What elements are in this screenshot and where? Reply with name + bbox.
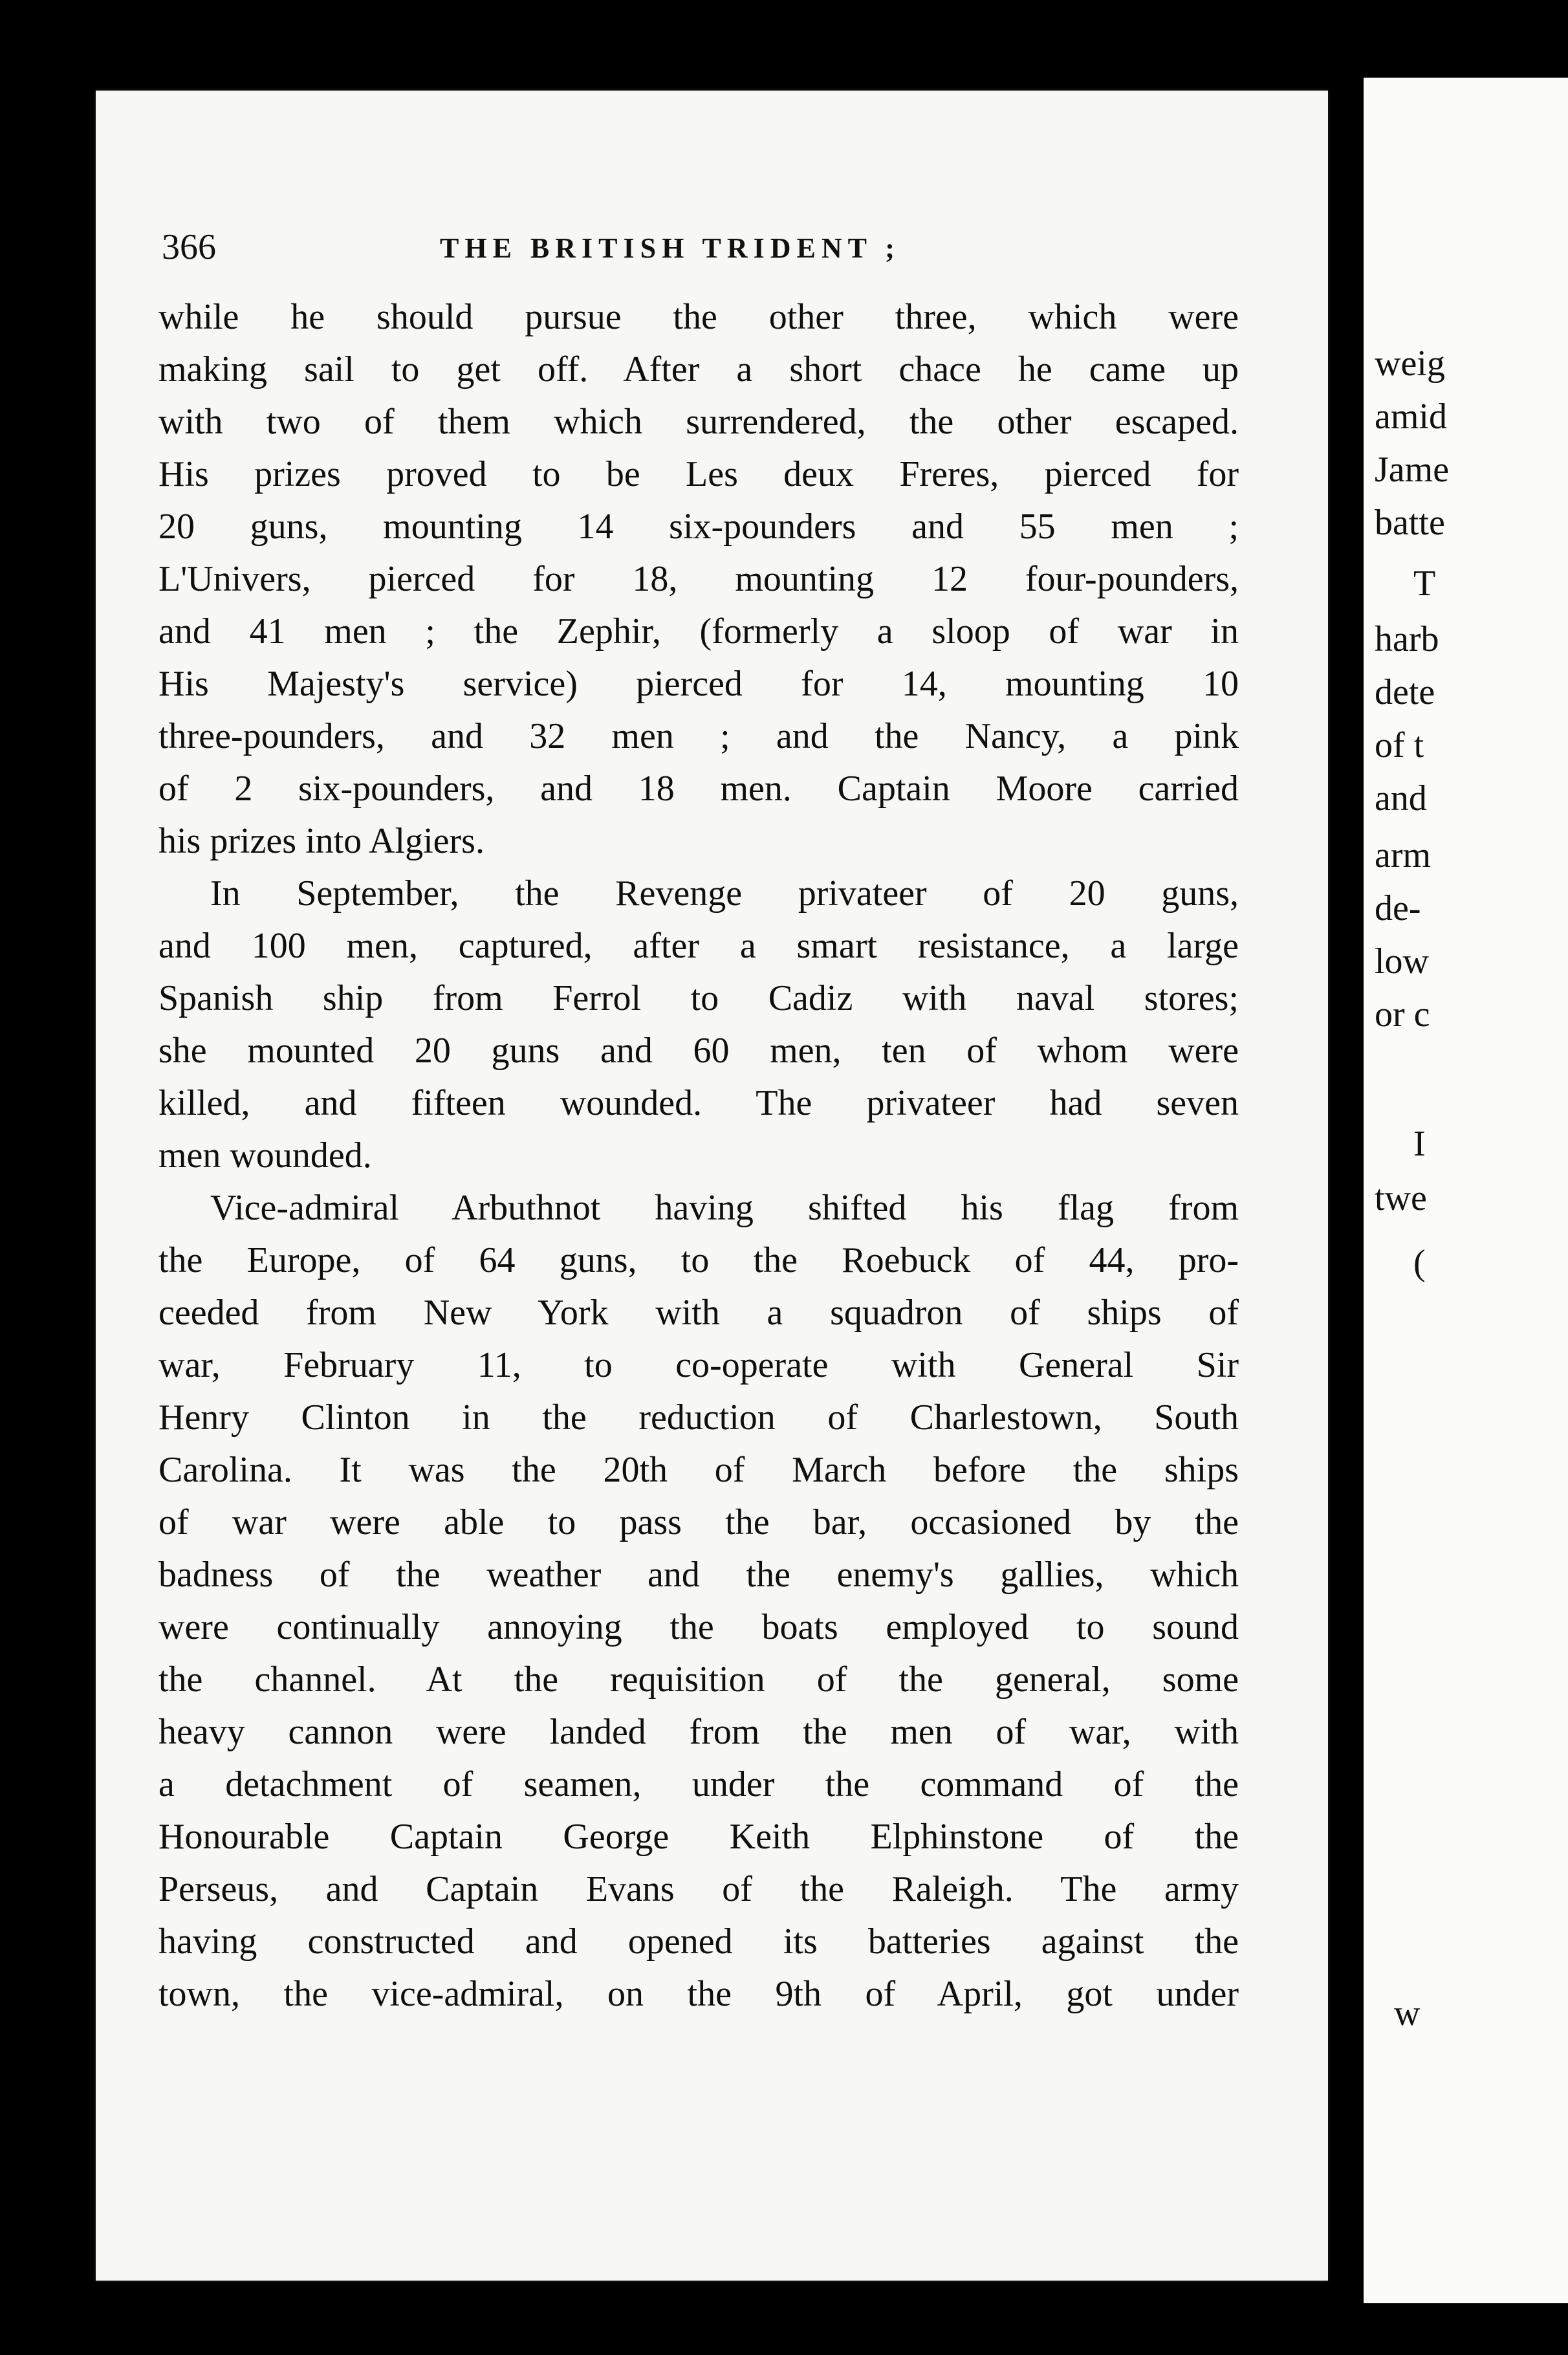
text-line: Perseus, and Captain Evans of the Raleigh. The army	[158, 1869, 1239, 1909]
text-line: L'Univers, pierced for 18, mounting 12 four-pounders,	[158, 559, 1239, 599]
right-page-fragment: twe	[1375, 1178, 1427, 1218]
page-number: 366	[162, 227, 216, 267]
right-page-fragment: and	[1375, 778, 1427, 818]
text-line: his prizes into Algiers.	[158, 821, 485, 861]
text-line: while he should pursue the other three, which were	[158, 297, 1239, 337]
text-line: were continually annoying the boats employed to sound	[158, 1607, 1239, 1647]
text-line: of 2 six-pounders, and 18 men. Captain Moore carried	[158, 769, 1239, 809]
spine-gutter	[1333, 0, 1364, 2355]
right-page-fragment: T	[1413, 564, 1436, 604]
text-line: men wounded.	[158, 1135, 372, 1176]
right-page-fragment: de-	[1375, 888, 1421, 928]
text-line: Henry Clinton in the reduction of Charlestown, South	[158, 1397, 1239, 1438]
text-line: town, the vice-admiral, on the 9th of April, got under	[158, 1974, 1239, 2014]
right-page-fragment: arm	[1375, 835, 1432, 875]
text-line: of war were able to pass the bar, occasioned by the	[158, 1502, 1239, 1542]
text-line: badness of the weather and the enemy's gallies, which	[158, 1555, 1239, 1595]
text-line: Vice-admiral Arbuthnot having shifted his flag from	[210, 1188, 1239, 1228]
text-line: having constructed and opened its batteries against the	[158, 1922, 1239, 1962]
text-line: and 41 men ; the Zephir, (formerly a sloop of war in	[158, 611, 1239, 652]
text-line: with two of them which surrendered, the other escaped.	[158, 402, 1239, 442]
right-page-fragment: weig	[1375, 344, 1445, 384]
body-text	[158, 291, 1239, 2021]
right-page-fragment: or c	[1375, 994, 1430, 1035]
running-title: THE BRITISH TRIDENT ;	[440, 232, 900, 264]
right-page-fragment: of t	[1375, 725, 1424, 765]
text-line: a detachment of seamen, under the command of the	[158, 1764, 1239, 1804]
text-line: heavy cannon were landed from the men of war, with	[158, 1712, 1239, 1752]
text-line: three-pounders, and 32 men ; and the Nancy, a pink	[158, 716, 1239, 756]
text-line: ceeded from New York with a squadron of ships of	[158, 1293, 1239, 1333]
text-line: In September, the Revenge privateer of 20 guns,	[210, 873, 1239, 914]
text-line: the Europe, of 64 guns, to the Roebuck of 44, pro-	[158, 1240, 1239, 1280]
right-page-fragment: dete	[1375, 672, 1435, 712]
text-line: killed, and fifteen wounded. The privateer had seven	[158, 1083, 1239, 1123]
text-line: making sail to get off. After a short chace he came up	[158, 349, 1239, 389]
text-line: war, February 11, to co-operate with General Sir	[158, 1345, 1239, 1385]
right-page-fragment: low	[1375, 941, 1429, 981]
text-line: His Majesty's service) pierced for 14, mounting 10	[158, 664, 1239, 704]
right-page-fragment: Jame	[1375, 450, 1450, 490]
text-line: His prizes proved to be Les deux Freres, pierced for	[158, 454, 1239, 494]
right-page-fragment: harb	[1375, 619, 1439, 659]
text-line: Spanish ship from Ferrol to Cadiz with naval stores;	[158, 978, 1239, 1018]
right-page-fragment: w	[1394, 1993, 1421, 2033]
right-page-fragment: (	[1413, 1243, 1426, 1283]
text-line: Carolina. It was the 20th of March before the ships	[158, 1450, 1239, 1490]
right-page-fragment: I	[1413, 1124, 1426, 1164]
text-line: she mounted 20 guns and 60 men, ten of whom were	[158, 1031, 1239, 1071]
right-page-fragment: batte	[1375, 503, 1445, 543]
right-page-fragment: amid	[1375, 397, 1447, 437]
text-line: Honourable Captain George Keith Elphinstone of the	[158, 1817, 1239, 1857]
text-line: and 100 men, captured, after a smart resistance, a large	[158, 926, 1239, 966]
text-line: 20 guns, mounting 14 six-pounders and 55 men ;	[158, 507, 1239, 547]
text-line: the channel. At the requisition of the general, some	[158, 1659, 1239, 1700]
